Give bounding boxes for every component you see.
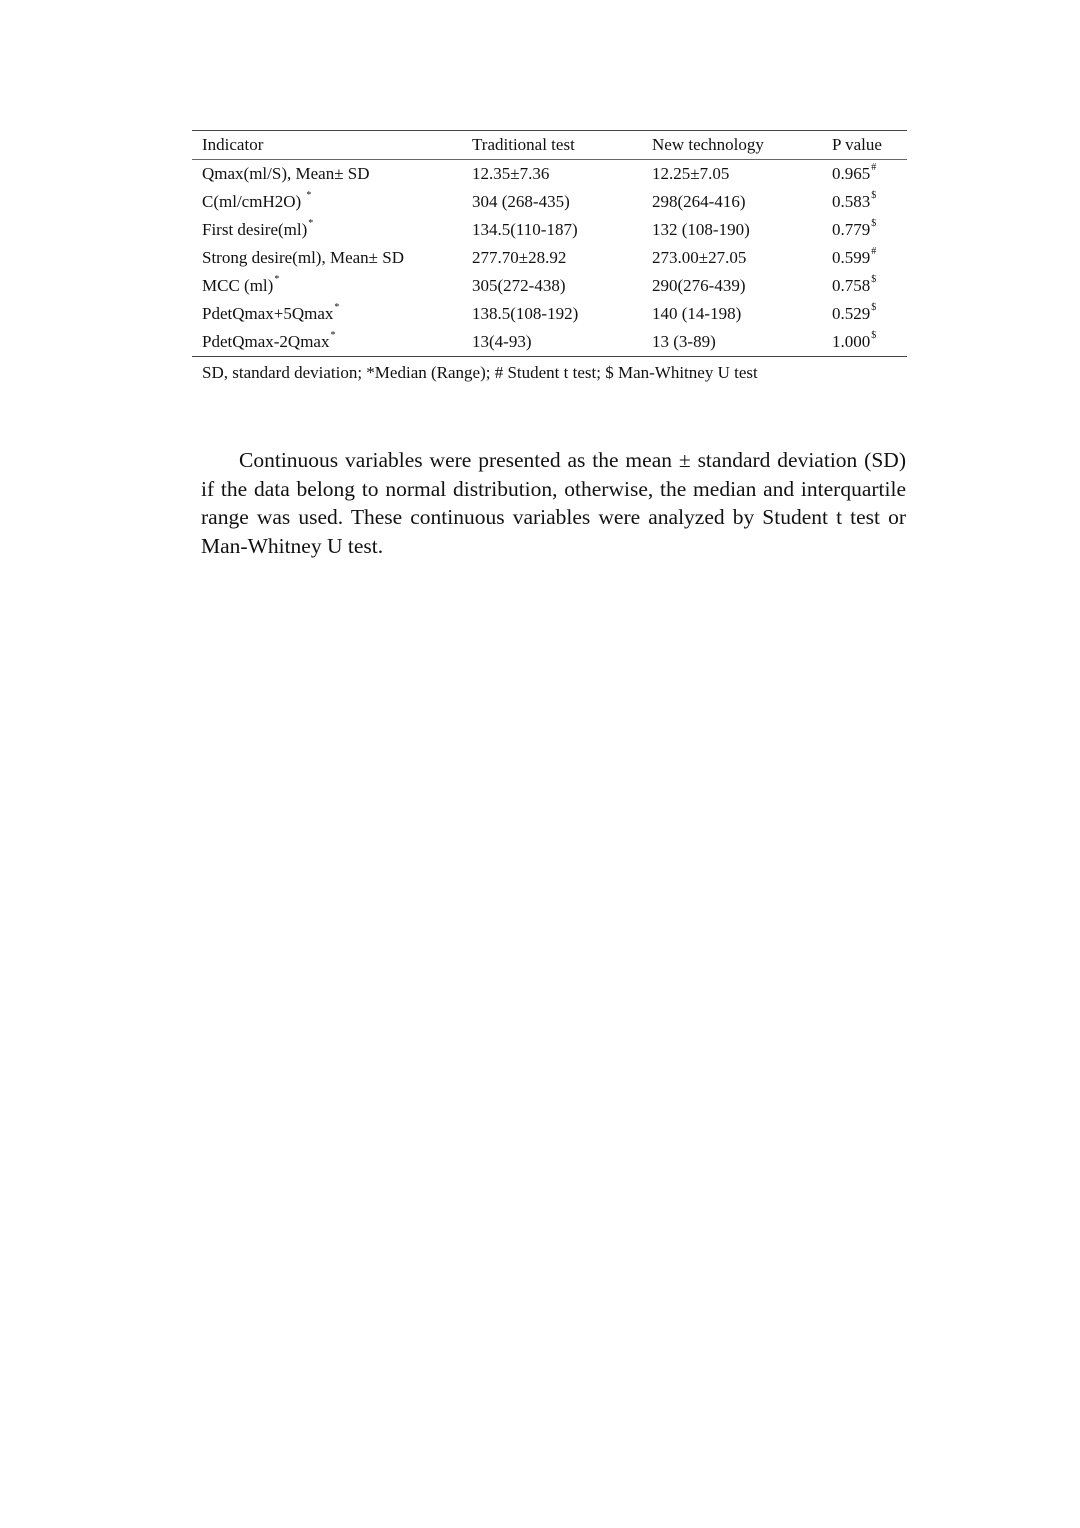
cell-new-technology [642,272,822,300]
cell-indicator-text: PdetQmax+5Qmax [202,304,334,323]
cell-indicator [192,272,462,300]
cell-indicator [192,328,462,357]
cell-p-value-footnote-mark: # [871,246,877,258]
cell-traditional-text: 134.5(110-187) [472,220,578,239]
cell-traditional-text: 138.5(108-192) [472,304,579,323]
header-new-technology: New technology [652,135,764,154]
cell-indicator-text: Strong desire(ml), Mean± SD [202,248,404,267]
cell-traditional-text: 305(272-438) [472,276,566,295]
cell-p-value [822,272,907,300]
cell-traditional-text: 12.35±7.36 [472,164,550,183]
header-p-value: P value [832,135,882,154]
cell-p-value-text: 0.965 [832,164,871,183]
cell-p-value-footnote-mark: $ [871,330,877,342]
table-row [192,160,907,189]
cell-indicator [192,160,462,189]
cell-indicator-footnote-mark: * [330,330,336,342]
table-row [192,188,907,216]
header-indicator: Indicator [202,135,264,154]
cell-p-value [822,160,907,189]
table-body [192,160,907,357]
cell-p-value [822,244,907,272]
cell-p-value-text: 1.000 [832,332,871,351]
cell-new-technology [642,300,822,328]
table-row [192,300,907,328]
table-row [192,216,907,244]
cell-traditional [462,160,642,189]
cell-p-value-text: 0.779 [832,220,871,239]
cell-indicator [192,300,462,328]
cell-new-technology-text: 290(276-439) [652,276,746,295]
cell-p-value-footnote-mark: $ [871,274,877,286]
cell-traditional-text: 13(4-93) [472,332,532,351]
results-table [192,130,907,357]
cell-new-technology [642,160,822,189]
cell-indicator-text: First desire(ml) [202,220,308,239]
cell-p-value-footnote-mark: $ [871,302,877,314]
cell-traditional [462,272,642,300]
results-table-block [192,130,907,387]
cell-indicator-text: MCC (ml) [202,276,274,295]
cell-indicator-footnote-mark: * [274,274,280,286]
cell-p-value-text: 0.758 [832,276,871,295]
cell-p-value-footnote-mark: $ [871,190,877,202]
cell-indicator [192,244,462,272]
table-header-row [192,131,907,160]
cell-indicator-text: Qmax(ml/S), Mean± SD [202,164,370,183]
cell-traditional [462,216,642,244]
cell-indicator-text: PdetQmax-2Qmax [202,332,330,351]
cell-p-value-text: 0.583 [832,192,871,211]
cell-new-technology-text: 12.25±7.05 [652,164,730,183]
cell-new-technology-text: 132 (108-190) [652,220,750,239]
table-footnote: SD, standard deviation; *Median (Range); # Student t test; $ Man-Whitney U test [202,363,758,382]
body-paragraph: Continuous variables were presented as the mean ± standard deviation (SD) if the data belong to normal distribution, otherwise, the median and interquartile range was used. These continuous variables were analyzed by Student t test or Man-Whitney U test. [201,448,906,558]
cell-indicator [192,216,462,244]
cell-traditional-text: 277.70±28.92 [472,248,567,267]
cell-traditional [462,244,642,272]
cell-indicator [192,188,462,216]
cell-p-value [822,188,907,216]
cell-indicator-footnote-mark: * [308,218,314,230]
cell-new-technology [642,328,822,357]
cell-p-value-text: 0.529 [832,304,871,323]
cell-indicator-text: C(ml/cmH2O) [202,192,306,211]
cell-new-technology-text: 273.00±27.05 [652,248,747,267]
cell-traditional-text: 304 (268-435) [472,192,570,211]
cell-new-technology-text: 13 (3-89) [652,332,716,351]
cell-p-value [822,300,907,328]
cell-new-technology [642,216,822,244]
cell-indicator-footnote-mark: * [306,190,312,202]
cell-traditional [462,188,642,216]
cell-new-technology [642,188,822,216]
cell-p-value-footnote-mark: $ [871,218,877,230]
cell-traditional [462,328,642,357]
cell-p-value [822,216,907,244]
table-row [192,244,907,272]
cell-indicator-footnote-mark: * [334,302,340,314]
header-traditional-test: Traditional test [472,135,575,154]
cell-new-technology-text: 298(264-416) [652,192,746,211]
cell-p-value [822,328,907,357]
cell-p-value-footnote-mark: # [871,162,877,174]
cell-new-technology [642,244,822,272]
cell-traditional [462,300,642,328]
table-row [192,328,907,357]
cell-new-technology-text: 140 (14-198) [652,304,742,323]
table-row [192,272,907,300]
cell-p-value-text: 0.599 [832,248,871,267]
